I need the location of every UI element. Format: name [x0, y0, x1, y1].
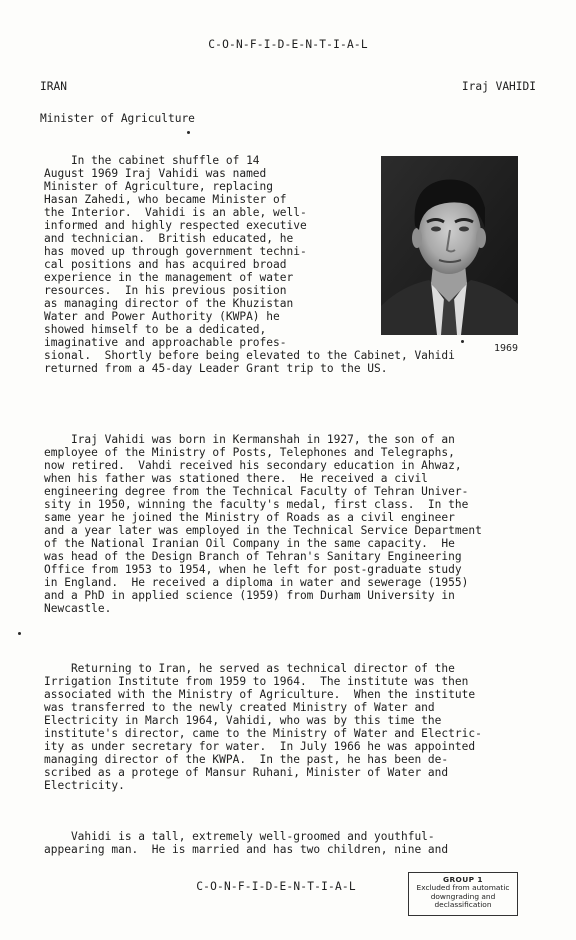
classification-header: C-O-N-F-I-D-E-N-T-I-A-L: [208, 38, 368, 51]
biography-paragraph-2: [44, 433, 482, 615]
photo-caption-year: 1969: [494, 343, 519, 354]
text-line: Returning to Iran, he served as technical director of the: [44, 662, 455, 675]
text-line: sional. Shortly before being elevated to the Cabinet, Vahidi: [44, 349, 455, 362]
text-line: appearing man. He is married and has two children, nine and: [44, 843, 449, 856]
text-line: cal positions and has acquired broad: [44, 258, 287, 271]
stamp-text-line: declassification: [434, 900, 492, 910]
text-line: August 1969 Iraj Vahidi was named: [44, 167, 267, 180]
text-line: in England. He received a diploma in water and sewerage (1955): [44, 576, 469, 589]
text-line: now retired. Vahdi received his secondary education in Ahwaz,: [44, 459, 462, 472]
stamp-text-line: Excluded from automatic: [416, 883, 510, 893]
text-line: managing director of the KWPA. In the past, he has been de-: [44, 753, 449, 766]
text-line: of the National Iranian Oil Company in the same capacity. He: [44, 537, 455, 550]
text-line: has moved up through government techni-: [44, 245, 307, 258]
text-line: sity in 1950, winning the faculty's medal, first class. In the: [44, 498, 469, 511]
text-line: showed himself to be a dedicated,: [44, 323, 267, 336]
speck-mark: [461, 340, 464, 343]
text-line: Newcastle.: [44, 602, 112, 615]
text-line: Office from 1953 to 1954, when he left for post-graduate study: [44, 563, 462, 576]
text-line: Irrigation Institute from 1959 to 1964. The institute was then: [44, 675, 469, 688]
text-line: Water and Power Authority (KWPA) he: [44, 310, 280, 323]
text-line: In the cabinet shuffle of 14: [44, 154, 260, 167]
biography-paragraph-4: [44, 830, 448, 856]
text-line: associated with the Ministry of Agriculture. When the institute: [44, 688, 476, 701]
speck-mark: [187, 131, 190, 134]
text-line: imaginative and approachable profes-: [44, 336, 287, 349]
biography-paragraph-3: [44, 662, 482, 792]
text-line: the Interior. Vahidi is an able, well-: [44, 206, 307, 219]
classification-footer: C-O-N-F-I-D-E-N-T-I-A-L: [196, 880, 356, 893]
text-line: Electricity in March 1964, Vahidi, who was by this time the: [44, 714, 442, 727]
biography-paragraph-1: [44, 154, 455, 375]
person-title: Minister of Agriculture: [40, 112, 195, 125]
stamp-group-line: GROUP 1: [443, 875, 483, 884]
text-line: institute's director, came to the Ministry of Water and Electric-: [44, 727, 482, 740]
text-line: experience in the management of water: [44, 271, 294, 284]
text-line: resources. In his previous position: [44, 284, 287, 297]
text-line: informed and highly respected executive: [44, 219, 307, 232]
text-line: Hasan Zahedi, who became Minister of: [44, 193, 287, 206]
text-line: when his father was stationed there. He received a civil: [44, 472, 428, 485]
speck-mark: [18, 632, 21, 635]
text-line: and technician. British educated, he: [44, 232, 294, 245]
country-label: IRAN: [40, 80, 67, 93]
text-line: returned from a 45-day Leader Grant trip to the US.: [44, 362, 388, 375]
text-line: employee of the Ministry of Posts, Telephones and Telegraphs,: [44, 446, 455, 459]
declassification-stamp: [408, 872, 518, 916]
text-line: Electricity.: [44, 779, 125, 792]
person-name: Iraj VAHIDI: [461, 80, 536, 93]
text-line: same year he joined the Ministry of Roads as a civil engineer: [44, 511, 455, 524]
text-line: Iraj Vahidi was born in Kermanshah in 1927, the son of an: [44, 433, 455, 446]
text-line: Vahidi is a tall, extremely well-groomed and youthful-: [44, 830, 435, 843]
text-line: as managing director of the Khuzistan: [44, 297, 294, 310]
text-line: was transferred to the newly created Ministry of Water and: [44, 701, 435, 714]
text-line: ity as under secretary for water. In July 1966 he was appointed: [44, 740, 476, 753]
text-line: and a PhD in applied science (1959) from Durham University in: [44, 589, 455, 602]
text-line: and a year later was employed in the Technical Service Department: [44, 524, 482, 537]
text-line: engineering degree from the Technical Faculty of Tehran Univer-: [44, 485, 469, 498]
text-line: Minister of Agriculture, replacing: [44, 180, 274, 193]
text-line: was head of the Design Branch of Tehran's Sanitary Engineering: [44, 550, 462, 563]
stamp-text-line: downgrading and: [430, 891, 496, 901]
text-line: scribed as a protege of Mansur Ruhani, Minister of Water and: [44, 766, 449, 779]
